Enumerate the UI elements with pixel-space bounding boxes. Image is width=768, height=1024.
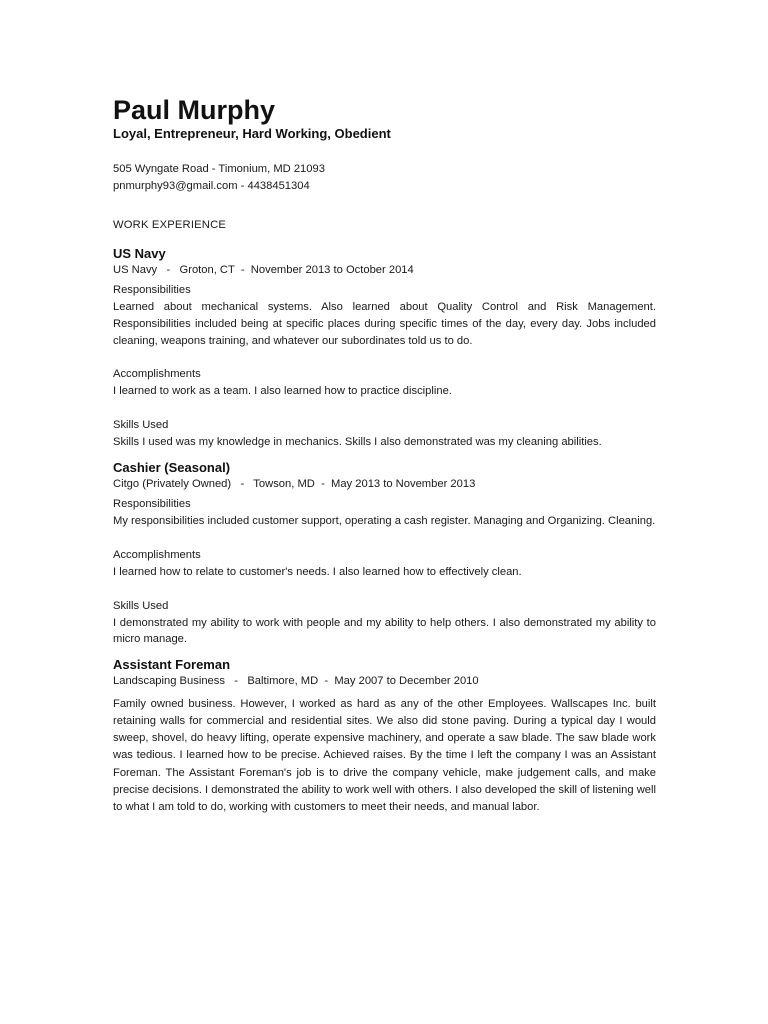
email-phone: pnmurphy93@gmail.com - 4438451304 [113,180,310,192]
candidate-name: Paul Murphy [113,95,276,125]
job-meta: Landscaping Business - Baltimore, MD - May 2007 to December 2010 [113,675,479,688]
job-entry [113,245,656,451]
job-description: Family owned business. However, I worked as hard as any of the other Employees. Wallscapes Inc. built retaining walls for commercial and residential sites. We also did stone paving. During a typical day I would sweep, shovel, do heavy lifting, operate expensive machinery, and operate a saw blade. The saw blade work was tedious. I learned how to be precise. Achieved raises. By the time I left the company I was an Assistant Foreman. The Assistant Foreman's job is to drive the company vehicle, make judgement calls, and make precise decisions. I demonstrated the ability to work well with others. I also developed the skill of listening well to what I am told to do, working with customers to meet their needs, and manual labor. [113,698,656,813]
job-entry [113,459,656,648]
skills-text: I demonstrated my ability to work with people and my ability to help others. I also demonstrated my ability to micro manage. [113,616,656,646]
responsibilities-text: Learned about mechanical systems. Also learned about Quality Control and Risk Management. Responsibilities included being at specific places during specific times of the day, every day. Jobs included cleaning, weapons training, and whatever our subordinates told us to do. [113,301,656,347]
responsibilities-label: Responsibilities [113,497,191,510]
job-meta: US Navy - Groton, CT - November 2013 to October 2014 [113,264,414,276]
responsibilities-text: My responsibilities included customer support, operating a cash register. Managing and Organizing. Cleaning. [113,514,656,527]
job-title: Assistant Foreman [113,657,231,673]
job-title: US Navy [113,246,166,261]
accomplishments-text: I learned how to relate to customer's needs. I also learned how to effectively clean. [113,565,522,578]
skills-label: Skills Used [113,599,169,612]
accomplishments-label: Accomplishments [113,368,201,381]
contact-info [113,161,656,195]
job-meta: Citgo (Privately Owned) - Towson, MD - May 2013 to November 2013 [113,477,476,490]
skills-label: Skills Used [113,419,169,432]
skills-text: Skills I used was my knowledge in mechanics. Skills I also demonstrated was my cleaning abilities. [113,436,602,449]
resume-content [113,94,656,816]
responsibilities-label: Responsibilities [113,284,191,296]
candidate-tagline: Loyal, Entrepreneur, Hard Working, Obedient [113,126,391,141]
section-title-work-experience: WORK EXPERIENCE [113,219,227,231]
address: 505 Wyngate Road - Timonium, MD 21093 [113,163,325,175]
accomplishments-label: Accomplishments [113,548,201,561]
accomplishments-text: I learned to work as a team. I also learned how to practice discipline. [113,385,452,398]
job-entry [113,656,656,816]
job-title: Cashier (Seasonal) [113,459,231,475]
